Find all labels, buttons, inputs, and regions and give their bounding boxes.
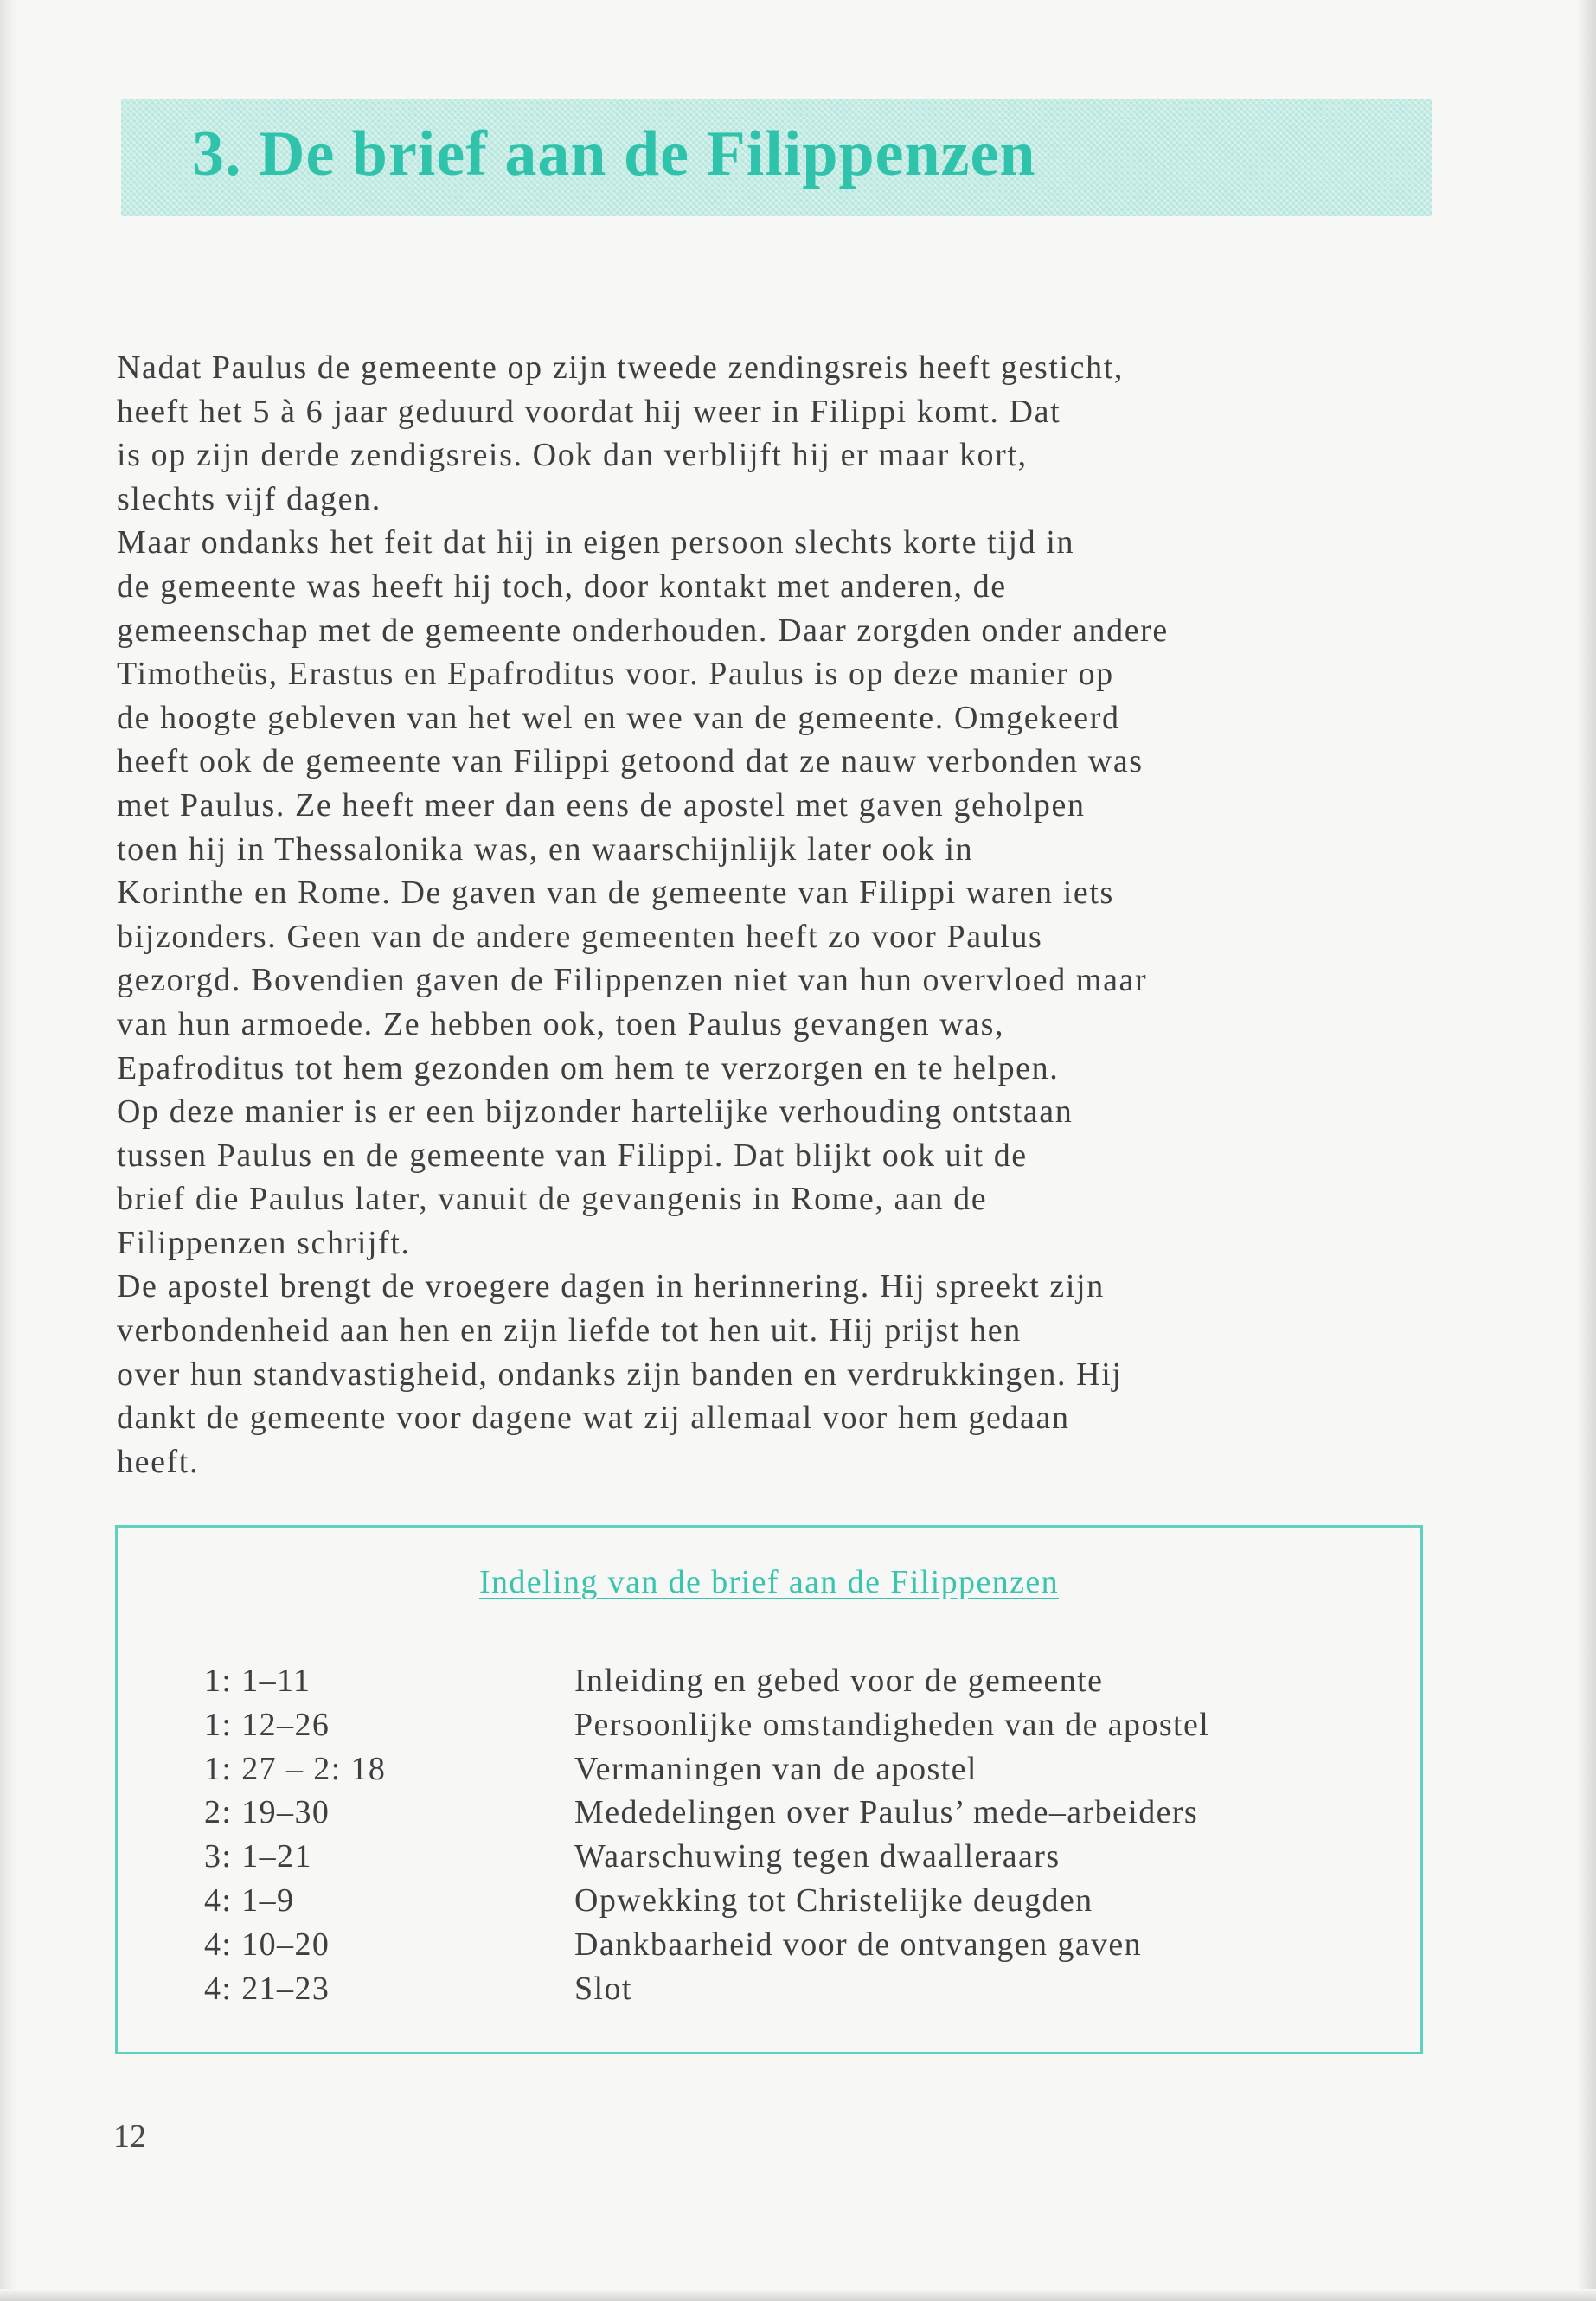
body-line: Korinthe en Rome. De gaven van de gemeente van Filippi waren iets	[117, 875, 1114, 912]
outline-ref: 2: 19–30	[204, 1794, 330, 1831]
body-line: heeft ook de gemeente van Filippi getoond dat ze nauw verbonden was	[117, 743, 1144, 780]
outline-description: Mededelingen over Paulus’ mede–arbeiders	[574, 1794, 1199, 1831]
outline-ref: 4: 1–9	[204, 1881, 295, 1919]
body-line: van hun armoede. Ze hebben ook, toen Paulus gevangen was,	[117, 1005, 1005, 1042]
page-edge-left	[0, 0, 16, 2301]
outline-row	[204, 1659, 1209, 1703]
body-line: Maar ondanks het feit dat hij in eigen persoon slechts korte tijd in	[117, 524, 1075, 561]
chapter-title: 3. De brief aan de Filippenzen	[192, 119, 1036, 189]
outline-heading: Indeling van de brief aan de Filippenzen	[478, 1564, 1060, 1600]
outline-row	[204, 1879, 1209, 1923]
body-line: heeft.	[117, 1443, 200, 1480]
body-line: heeft het 5 à 6 jaar geduurd voordat hij weer in Filippi komt. Dat	[117, 393, 1061, 430]
outline-row	[204, 1791, 1209, 1835]
outline-row	[204, 1835, 1209, 1879]
outline-table	[204, 1659, 1209, 2010]
outline-description: Opwekking tot Christelijke deugden	[574, 1881, 1093, 1919]
outline-description: Waarschuwing tegen dwaalleraars	[574, 1838, 1061, 1875]
outline-ref: 3: 1–21	[204, 1838, 312, 1875]
page-edge-bottom	[0, 2289, 1596, 2301]
body-line: is op zijn derde zendigsreis. Ook dan verblijft hij er maar kort,	[117, 437, 1028, 474]
outline-box	[115, 1525, 1423, 2054]
outline-ref: 4: 21–23	[204, 1970, 330, 2007]
outline-description: Dankbaarheid voor de ontvangen gaven	[574, 1926, 1143, 1963]
outline-ref: 1: 1–11	[204, 1663, 311, 1699]
body-line: brief die Paulus later, vanuit de gevangenis in Rome, aan de	[117, 1181, 988, 1218]
outline-row	[204, 1747, 1209, 1791]
body-line: Filippenzen schrijft.	[117, 1224, 411, 1261]
body-line: gezorgd. Bovendien gaven de Filippenzen niet van hun overvloed maar	[117, 962, 1148, 999]
body-line: slechts vijf dagen.	[117, 480, 381, 517]
body-line: De apostel brengt de vroegere dagen in herinnering. Hij spreekt zijn	[117, 1268, 1105, 1305]
body-line: verbondenheid aan hen en zijn liefde tot hen uit. Hij prijst hen	[117, 1312, 1022, 1349]
outline-ref: 1: 12–26	[204, 1706, 330, 1743]
body-line: Nadat Paulus de gemeente op zijn tweede zendingsreis heeft gesticht,	[117, 349, 1124, 386]
outline-description: Slot	[574, 1970, 632, 2007]
body-line: tussen Paulus en de gemeente van Filippi. Dat blijkt ook uit de	[117, 1137, 1028, 1174]
outline-row	[204, 1967, 1209, 2011]
body-line: toen hij in Thessalonika was, en waarschijnlijk later ook in	[117, 830, 974, 868]
outline-description: Persoonlijke omstandigheden van de apostel	[574, 1706, 1210, 1743]
body-line: met Paulus. Ze heeft meer dan eens de apostel met gaven geholpen	[117, 786, 1086, 824]
body-line: Op deze manier is er een bijzonder hartelijke verhouding ontstaan	[117, 1093, 1074, 1131]
body-line: bijzonders. Geen van de andere gemeenten heeft zo voor Paulus	[117, 918, 1043, 955]
outline-description: Inleiding en gebed voor de gemeente	[574, 1663, 1104, 1699]
outline-row	[204, 1703, 1209, 1747]
body-line: Epafroditus tot hem gezonden om hem te verzorgen en te helpen.	[117, 1049, 1060, 1086]
outline-ref: 4: 10–20	[204, 1926, 330, 1963]
outline-row	[204, 1923, 1209, 1967]
page-number: 12	[113, 2118, 146, 2155]
body-text	[117, 346, 1449, 1484]
body-line: over hun standvastigheid, ondanks zijn banden en verdrukkingen. Hij	[117, 1356, 1123, 1393]
body-line: de hoogte gebleven van het wel en wee van de gemeente. Omgekeerd	[117, 699, 1120, 736]
body-line: de gemeente was heeft hij toch, door kontakt met anderen, de	[117, 567, 1007, 605]
outline-ref: 1: 27 – 2: 18	[204, 1750, 387, 1787]
body-line: gemeenschap met de gemeente onderhouden. Daar zorgden onder andere	[117, 612, 1169, 649]
outline-description: Vermaningen van de apostel	[574, 1750, 977, 1787]
body-line: dankt de gemeente voor dagene wat zij allemaal voor hem gedaan	[117, 1400, 1070, 1437]
body-line: Timotheüs, Erastus en Epafroditus voor. Paulus is op deze manier op	[117, 656, 1114, 693]
page-edge-right	[1577, 0, 1596, 2301]
